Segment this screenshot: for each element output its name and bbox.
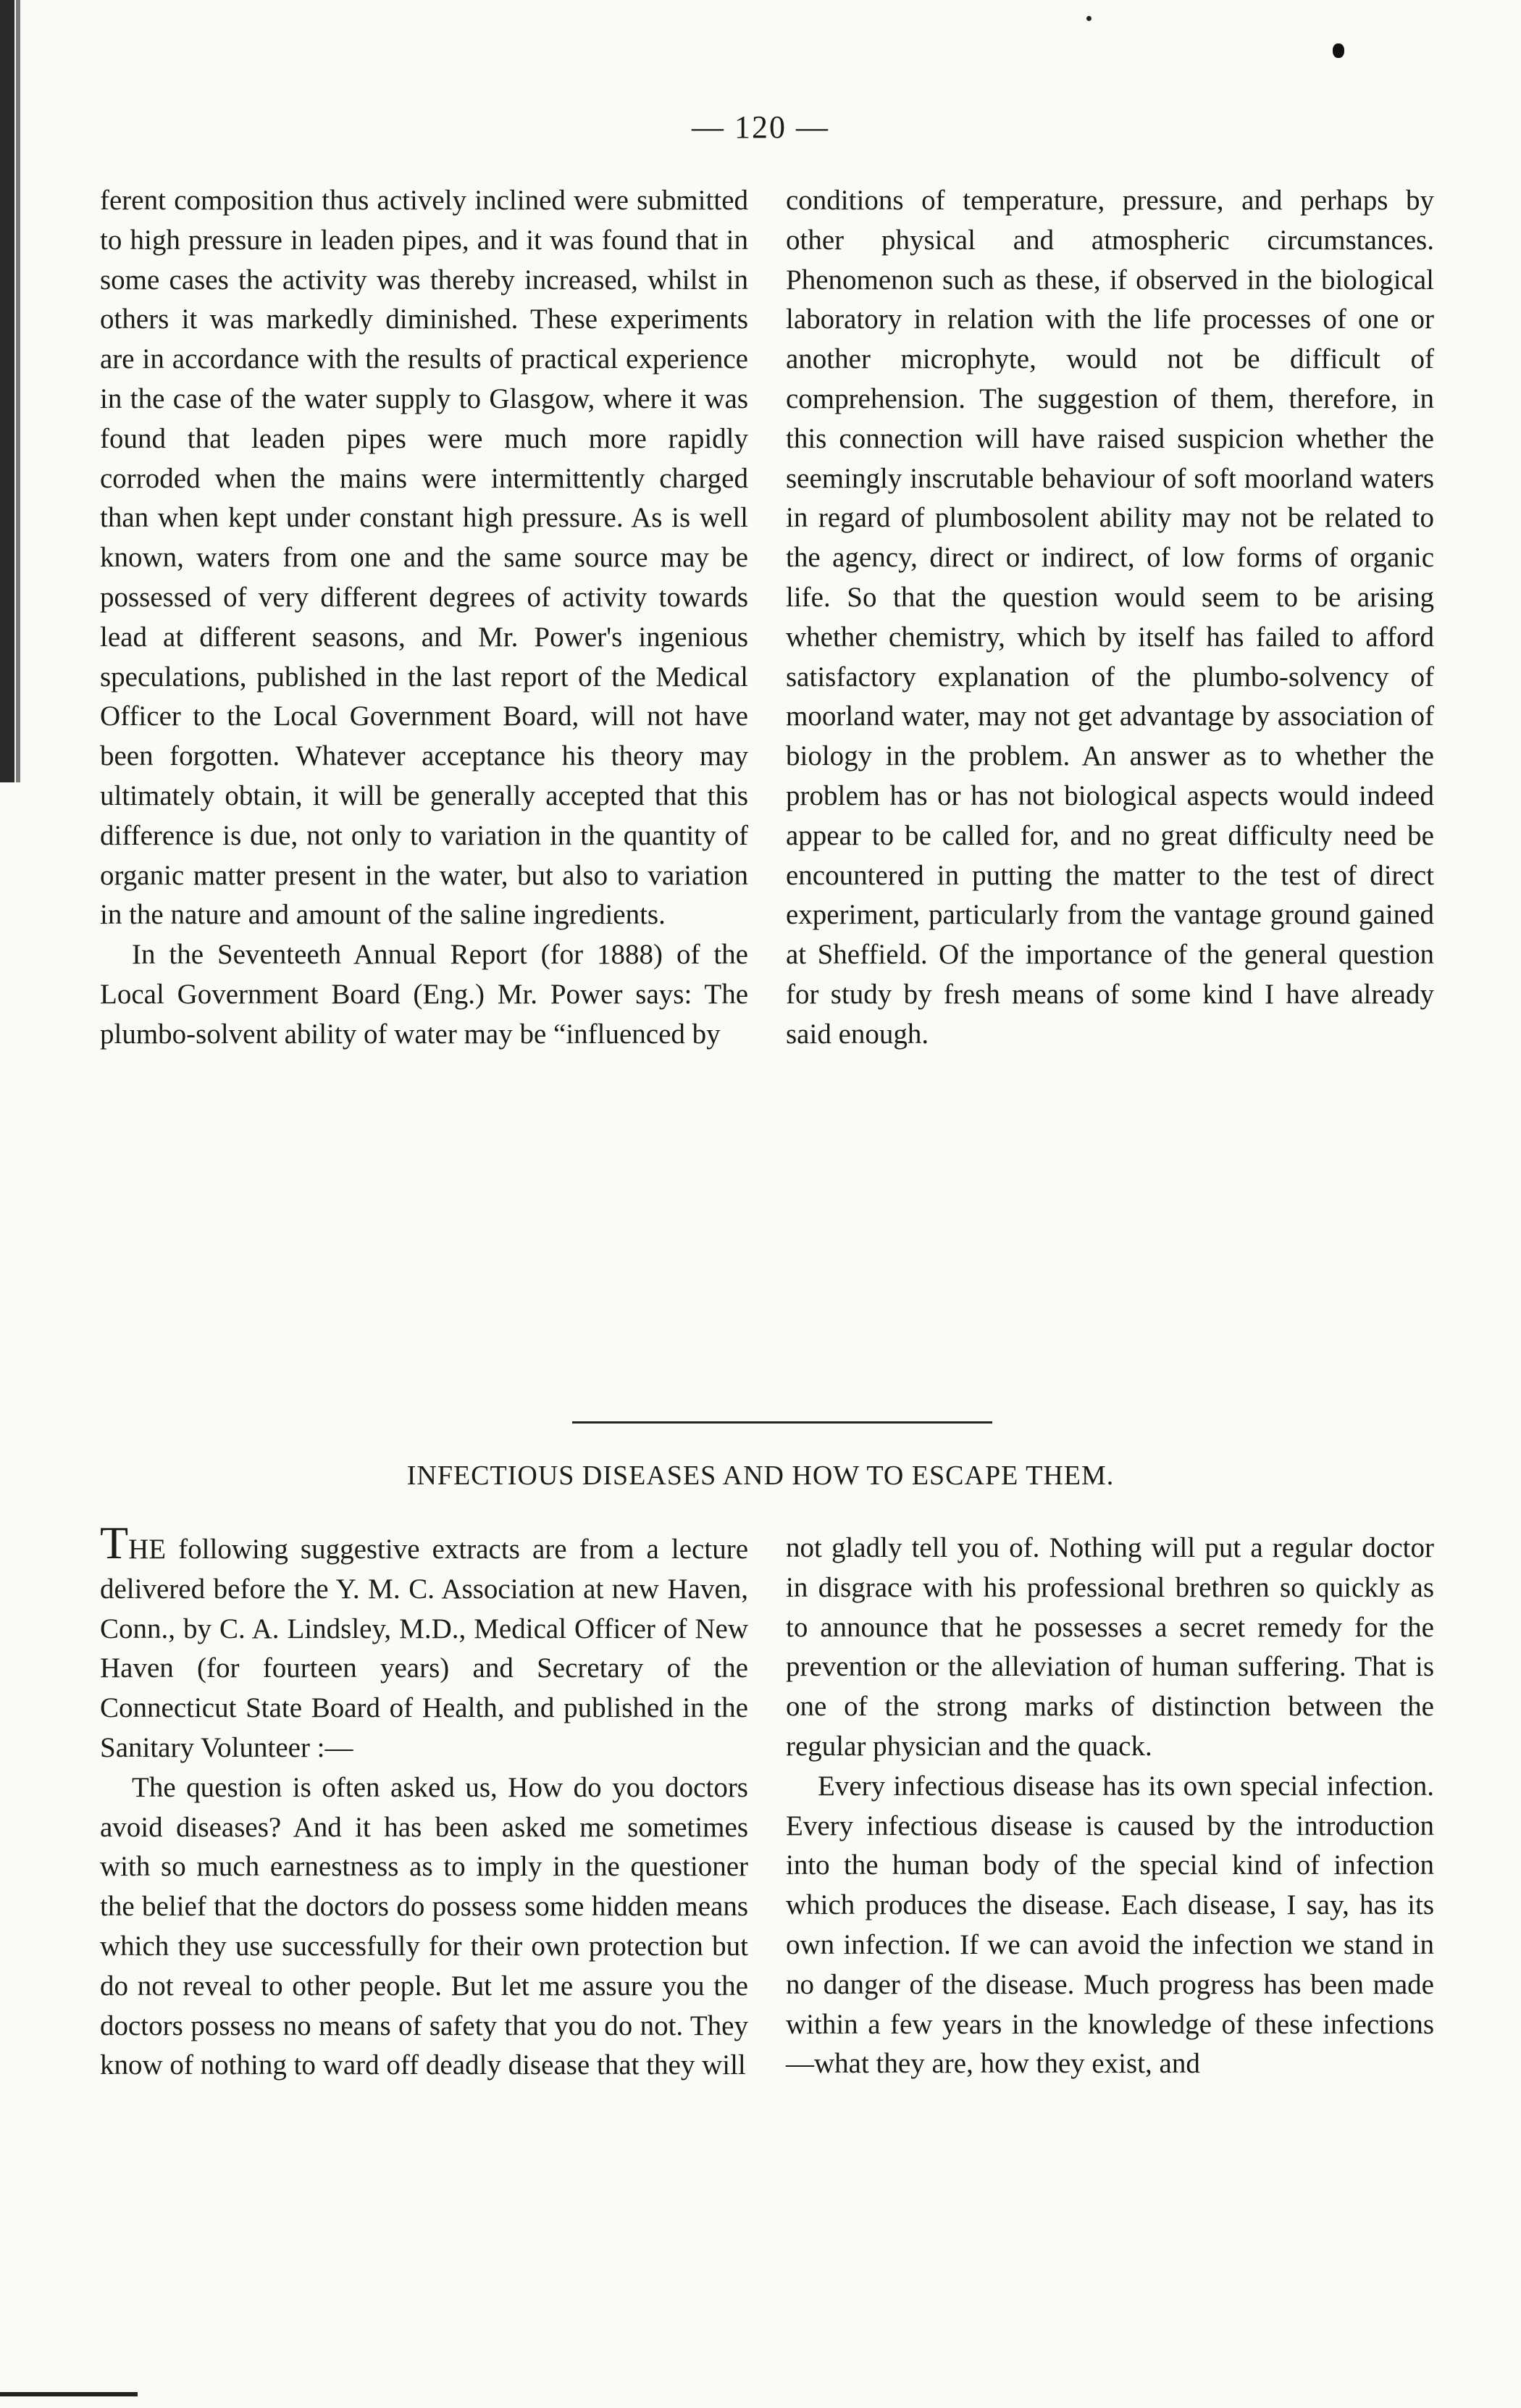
intro-paragraph: [100, 1517, 748, 1768]
column-bottom-right: [786, 1529, 1434, 2084]
paragraph: Every infectious disease has its own special infection. Every infectious disease is caused by the introduction into the human body of the special kind of infection which produces the disease. Each disease, I say, has its own infection. If we can avoid the infection we stand in no danger of the disease. Much progress has been made within a few years in the knowledge of these infections—what they are, how they exist, and: [786, 1770, 1434, 2080]
intro-text: HE following suggestive extracts are from a lecture delivered before the Y. M. C. Association at new Haven, Conn., by C. A. Lindsley, M.D., Medical Officer of New Haven (for fourteen years) and Secretary of the Connecticut State Board of Health, and published in the Sanitary Volunteer :—: [100, 1534, 748, 1763]
paragraph: conditions of temperature, pressure, and perhaps by other physical and atmospheric circumstances. Phenomenon such as these, if observed in the biological laboratory in relation with the life processes of one or another microphyte, would not be difficult of comprehension. The suggestion of them, therefore, in this connection will have raised suspicion whether the seemingly inscrutable behaviour of soft moorland waters in regard of plumbosolent ability may not be related to the agency, direct or indirect, of low forms of organic life. So that the question would seem to be arising whether chemistry, which by itself has failed to afford satisfactory explanation of the plumbo-solvency of moorland water, may not get advantage by association of biology in the problem. An answer as to whether the problem has or has not biological aspects would indeed appear to be called for, and no great difficulty need be encountered in putting the matter to the test of direct experiment, particularly from the vantage ground gained at Sheffield. Of the importance of the general question for study by fresh means of some kind I have already said enough.: [786, 185, 1434, 1050]
ink-blot: [1333, 43, 1344, 58]
column-top-left: [100, 181, 748, 1055]
ink-speck: [1086, 16, 1091, 21]
page-number: — 120 —: [692, 109, 829, 145]
paragraph: In the Seventeeth Annual Report (for 1888) of the Local Government Board (Eng.) Mr. Power says: The plumbo-solvent ability of water may be “influenced by: [100, 939, 748, 1050]
paragraph: The question is often asked us, How do you doctors avoid diseases? And it has been asked me sometimes with so much earnestness as to imply in the questioner the belief that the doctors do possess some hidden means which they use successfully for their own protection but do not reveal to other people. But let me assure you the doctors possess no means of safety that you do not. They know of nothing to ward off deadly disease that they will: [100, 1771, 748, 2081]
section-divider: [572, 1421, 992, 1424]
section-title: INFECTIOUS DISEASES AND HOW TO ESCAPE THEM.: [406, 1460, 1115, 1491]
column-top-right: [786, 181, 1434, 1055]
footer-rule-fragment: [0, 2392, 138, 2396]
drop-cap: T: [100, 1517, 129, 1568]
column-bottom-left: [100, 1517, 748, 2086]
paragraph: ferent composition thus actively inclined were submitted to high pressure in leaden pipes, and it was found that in some cases the activity was thereby increased, whilst in others it was markedly diminished. These experiments are in accordance with the results of practical experience in the case of the water supply to Glasgow, where it was found that leaden pipes were much more rapidly corroded when the mains were intermittently charged than when kept under constant high pressure. As is well known, waters from one and the same source may be possessed of very different degrees of activity towards lead at different seasons, and Mr. Power's ingenious speculations, published in the last report of the Medical Officer to the Local Government Board, will not have been forgotten. Whatever acceptance his theory may ultimately obtain, it will be generally accepted that this difference is due, not only to variation in the quantity of organic matter present in the water, but also to variation in the nature and amount of the saline ingredients.: [100, 185, 748, 931]
paragraph: not gladly tell you of. Nothing will put a regular doctor in disgrace with his professional brethren so quickly as to announce that he possesses a secret remedy for the prevention or the alleviation of human suffering. That is one of the strong marks of distinction between the regular physician and the quack.: [786, 1532, 1434, 1762]
